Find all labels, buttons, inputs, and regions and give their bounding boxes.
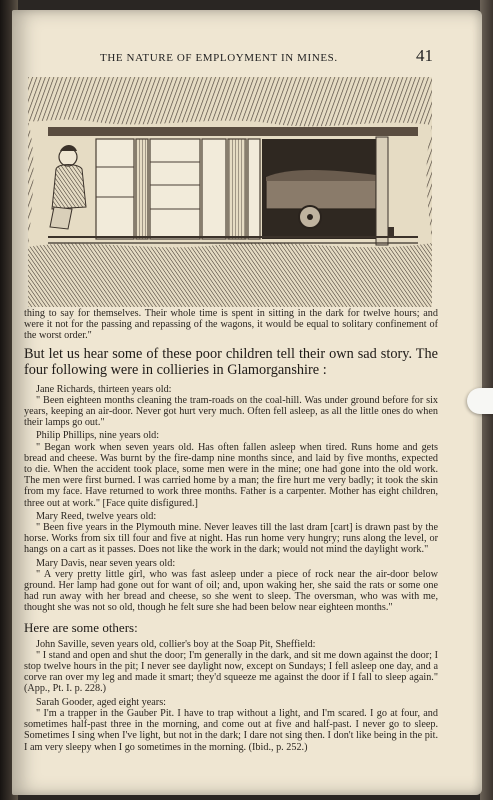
section-subheading: Here are some others: — [24, 619, 138, 635]
testimony-name: Philip Phillips, nine years old: — [36, 430, 160, 442]
testimony-name: Mary Davis, near seven years old: — [36, 557, 176, 569]
testimony-quote: " Began work when seven years old. Has often fallen asleep when tired. Runs home and gets bread and cheese. Was burnt by the fire-damp nine months since, and laid by five months, expected to die. When the accident took place, some men were in the mine; one had gone into the old work. The men were first burned. I was carried home by a man; the fire hurt me very badly; it took the skin from my face. Have returned to work three months. Father is a carpenter. Mother has eight children, three out at work." [Face quite disfigured.] — [24, 441, 438, 509]
testimony-quote: " A very pretty little girl, who was fast asleep under a piece of rock near the air-door below ground. Her lamp had gone out for want of oil; and, upon waking her, she said the rats or some one had run away with her bread and cheese, so she went to sleep. The oversman, who was with me, thought she was not so old, though he felt sure she had been below near eighteen months." — [24, 568, 438, 614]
running-header: THE NATURE OF EMPLOYMENT IN MINES. — [100, 52, 338, 64]
testimony-name: Mary Reed, twelve years old: — [36, 510, 157, 522]
body-text — [24, 308, 438, 753]
testimony-name: Sarah Gooder, aged eight years: — [36, 696, 166, 708]
paragraph-continuation: thing to say for themselves. Their whole time is spent in sitting in the dark for twelve hours; and were it not for the passing and repassing of the wagons, it would be equal to solitary confinement of the worst order." — [24, 308, 438, 342]
mine-tunnel-engraving-icon — [28, 77, 432, 307]
testimony-name: Jane Richards, thirteen years old: — [36, 383, 172, 395]
testimony-name: John Saville, seven years old, collier's boy at the Soap Pit, Sheffield: — [36, 638, 316, 650]
bookmark-tab[interactable] — [467, 388, 493, 414]
testimony-quote: " I'm a trapper in the Gauber Pit. I have to trap without a light, and I'm scared. I go at four, and sometimes half-past three in the morning, and come out at five and half-past. I never go to sleep. Sometimes I sing when I've light, but not in the dark; I dare not sing then. I don't like being in the pit. I am very sleepy when I go sometimes in the morning. (Ibid., p. 252.) — [24, 707, 438, 753]
testimony-quote: " Been five years in the Plymouth mine. Never leaves till the last dram [cart] is drawn past by the horse. Works from six till four and five at night. Has run home very hungry; runs along the level, or hangs on a cart as it passes. Does not like the work in the dark; would not mind the daylight work." — [24, 522, 438, 556]
testimony-quote: " Been eighteen months cleaning the tram-roads on the coal-hill. Was under ground before for six years, keeping an air-door. Never got hurt very much. Often fell asleep, as all the little ones do when their lamps go out." — [24, 394, 438, 429]
page-number: 41 — [416, 46, 433, 65]
section-heading: But let us hear some of these poor children tell their own sad story. The four following were in collieries in Glamorganshire : — [24, 345, 438, 378]
testimony-quote: " I stand and open and shut the door; I'm generally in the dark, and sit me down against the door; I stop twelve hours in the pit; I never see daylight now, except on Sundays; I fell asleep one day, and a corve ran over my leg and made it smart; they'd squeeze me against the door if I fall to sleep again." (App., Pt. I. p. 228.) — [24, 649, 438, 695]
